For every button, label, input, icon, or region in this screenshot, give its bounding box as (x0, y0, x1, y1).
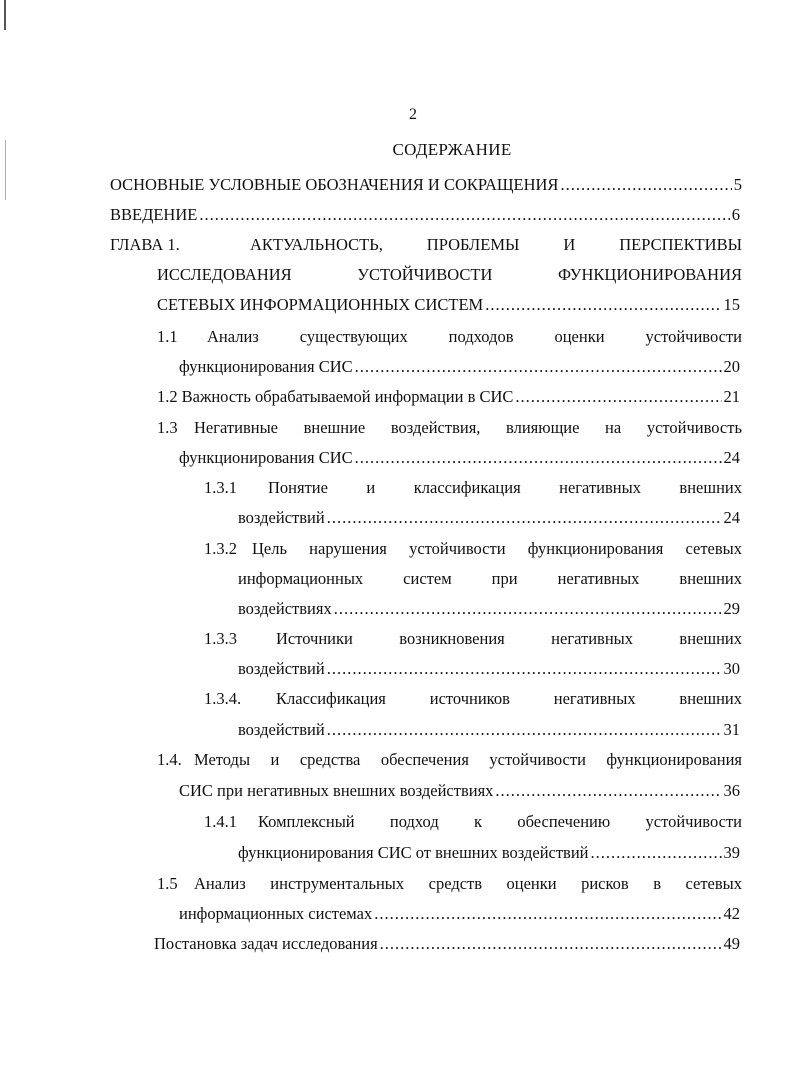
toc-entry-page: 24 (723, 448, 740, 467)
toc-entry-label: Постановка задач исследования (154, 934, 378, 953)
leader-dots (374, 899, 721, 929)
toc-entry-line (179, 443, 740, 473)
toc-entry-number: 1.3.1 (204, 478, 237, 497)
toc-entry-label: Классификация источников негативных внешних (276, 689, 742, 708)
toc-entry-label: функционирования СИС (179, 357, 353, 376)
toc-entry-line (238, 715, 740, 745)
toc-entry-line (179, 776, 740, 806)
toc-entry-label: Анализ существующих подходов оценки устойчивости (207, 327, 742, 346)
toc-entry-introduction[interactable] (110, 200, 740, 230)
toc-entry-label: ОСНОВНЫЕ УСЛОВНЫЕ ОБОЗНАЧЕНИЯ И СОКРАЩЕНИЯ (110, 175, 559, 194)
toc-entry-1-3[interactable] (157, 413, 742, 443)
toc-entry-label: Источники возникновения негативных внешних (276, 629, 742, 648)
leader-dots (495, 776, 721, 806)
toc-entry-label: Методы и средства обеспечения устойчивости функционирования (194, 750, 742, 769)
toc-entry-1-4[interactable] (157, 745, 742, 775)
toc-entry-abbreviations[interactable] (110, 170, 742, 200)
toc-entry-number: 1.1 (157, 327, 178, 346)
leader-dots (327, 654, 722, 684)
toc-entry-line (238, 503, 740, 533)
toc-entry-page: 49 (723, 934, 740, 953)
toc-entry-line (179, 352, 740, 382)
toc-entry-label: СЕТЕВЫХ ИНФОРМАЦИОННЫХ СИСТЕМ (157, 295, 484, 314)
toc-entry-label: воздействиях (238, 599, 332, 618)
toc-entry-label: воздействий (238, 659, 325, 678)
toc-entry-page: 36 (723, 781, 740, 800)
toc-entry-label: воздействий (238, 720, 325, 739)
toc-entry-label: Понятие и классификация негативных внешних (268, 478, 742, 497)
toc-entry-number: ГЛАВА 1. (110, 235, 180, 254)
toc-entry-1-3-4[interactable] (204, 684, 742, 714)
toc-entry-page: 42 (723, 904, 740, 923)
toc-entry-label: функционирования СИС от внешних воздействий (238, 843, 589, 862)
toc-entry-label: ВВЕДЕНИЕ (110, 205, 198, 224)
toc-entry-1-1[interactable] (157, 322, 742, 352)
toc-entry-line: ИССЛЕДОВАНИЯ УСТОЙЧИВОСТИ ФУНКЦИОНИРОВАНИЯ (157, 265, 742, 284)
toc-entry-1-5[interactable] (157, 869, 742, 899)
toc-entry-number: 1.4.1 (204, 812, 237, 831)
toc-entry-label: Анализ инструментальных средств оценки рисков в сетевых (194, 874, 742, 893)
toc-entry-number: 1.3.2 (204, 539, 237, 558)
toc-entry-label: воздействий (238, 508, 325, 527)
toc-entry-research-tasks[interactable] (154, 929, 740, 959)
leader-dots (327, 503, 722, 533)
toc-entry-page: 20 (723, 357, 740, 376)
toc-entry-page: 24 (723, 508, 740, 527)
leader-dots (199, 200, 729, 230)
toc-entry-line (179, 899, 740, 929)
toc-entry-number: 1.3.4. (204, 689, 242, 708)
leader-dots (591, 838, 722, 868)
toc-entry-number: 1.3 (157, 418, 178, 437)
page-title: СОДЕРЖАНИЕ (392, 140, 512, 159)
toc-entry-chapter-1[interactable] (110, 230, 742, 260)
leader-dots (515, 382, 721, 412)
toc-entry-label: Важность обрабатываемой информации в СИС (181, 387, 514, 406)
toc-entry-page: 15 (723, 295, 740, 314)
toc-entry-label: Негативные внешние воздействия, влияющие на устойчивость (194, 418, 742, 437)
toc-entry-label: АКТУАЛЬНОСТЬ, ПРОБЛЕМЫ И ПЕРСПЕКТИВЫ (250, 235, 742, 254)
toc-entry-page: 39 (723, 843, 740, 862)
toc-entry-1-3-1[interactable] (204, 473, 742, 503)
toc-entry-page: 31 (723, 720, 740, 739)
leader-dots (560, 170, 731, 200)
toc-entry-line (238, 654, 740, 684)
toc-entry-number: 1.2 (157, 387, 178, 406)
toc-entry-line (238, 594, 740, 624)
leader-dots (334, 594, 722, 624)
toc-entry-line (250, 230, 742, 260)
toc-entry-number: 1.4. (157, 750, 182, 769)
toc-entry-line: информационных систем при негативных внешних (238, 569, 742, 588)
toc-entry-1-3-2[interactable] (204, 534, 742, 564)
toc-entry-page: 5 (733, 175, 742, 194)
leader-dots (327, 715, 722, 745)
toc-entry-page: 6 (731, 205, 740, 224)
toc-entry-1-3-3[interactable] (204, 624, 742, 654)
toc-entry-label: Цель нарушения устойчивости функционирования сетевых (252, 539, 742, 558)
toc-entry-label: СИС при негативных внешних воздействиях (179, 781, 494, 800)
toc-entry-page: 30 (723, 659, 740, 678)
toc-entry-label: Комплексный подход к обеспечению устойчивости (258, 812, 742, 831)
toc-entry-line (157, 290, 740, 320)
page-number: 2 (409, 106, 417, 123)
scan-mark (4, 0, 6, 30)
leader-dots (355, 352, 722, 382)
toc-entry-line (238, 838, 740, 868)
leader-dots (380, 929, 722, 959)
leader-dots (485, 290, 721, 320)
toc-entry-1-2[interactable] (157, 382, 740, 412)
toc-entry-label: информационных системах (179, 904, 373, 923)
leader-dots (355, 443, 722, 473)
toc-entry-number: 1.3.3 (204, 629, 237, 648)
toc-entry-page: 29 (723, 599, 740, 618)
toc-entry-page: 21 (723, 387, 740, 406)
toc-entry-label: функционирования СИС (179, 448, 353, 467)
toc-entry-1-4-1[interactable] (204, 807, 742, 837)
toc-entry-number: 1.5 (157, 874, 178, 893)
